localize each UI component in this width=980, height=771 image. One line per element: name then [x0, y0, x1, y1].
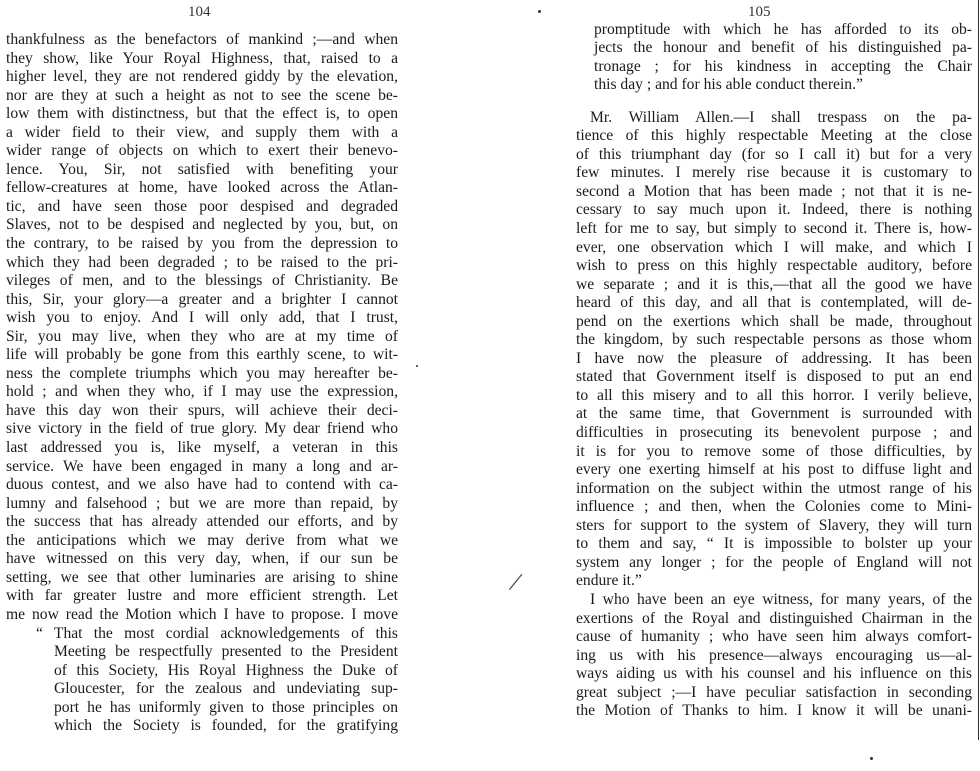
text-line: ness the complete triumphs which you may hereafter be-	[6, 364, 398, 382]
speech-line: difficulties in prosecuting its benevolent purpose ; and	[576, 424, 972, 442]
speech-line: the kingdom, by such respectable persons as those whom	[576, 331, 972, 349]
motion-quote	[6, 625, 398, 736]
speech-line: stated that Government itself is disposed to put an end	[576, 368, 972, 386]
text-line: wish you to enjoy. And I will only add, that I trust,	[6, 309, 398, 327]
page-number-left: 104	[188, 4, 211, 20]
speech-line: few minutes. I merely rise because it is customary to	[576, 164, 972, 182]
text-line: Slaves, not to be despised and neglected by you, but, on	[6, 216, 398, 234]
speech-line: I have now the pleasure of addressing. It has been	[576, 349, 972, 367]
text-line: setting, we see that other luminaries are arising to shine	[6, 568, 398, 586]
ink-speck	[870, 757, 873, 760]
quote-line: this day ; and for his able conduct therein.”	[594, 76, 863, 94]
speech-line: Mr. William Allen.—I shall trespass on the pa-	[590, 108, 972, 126]
motion-quote-continued	[576, 21, 972, 95]
text-line: wider range of objects on which to exert their benevo-	[6, 142, 398, 160]
speech-line: second a Motion that has been made ; not that it is ne-	[576, 182, 972, 200]
gutter-pencil-mark: /	[501, 564, 525, 599]
closing-line: ing us with his presence—always encouraging us—al-	[576, 646, 972, 664]
text-line: they show, like Your Royal Highness, that, raised to a	[6, 49, 398, 67]
text-line: duous contest, and we also have had to contend with ca-	[6, 476, 398, 494]
text-line: vileges of men, and to the blessings of Christianity. Be	[6, 272, 398, 290]
speech-line: endure it.”	[576, 572, 642, 590]
text-line: last addressed you is, like myself, a veteran in this	[6, 439, 398, 457]
text-line: have this day won their spurs, will achieve their deci-	[6, 401, 398, 419]
speech-line: information on the subject within the utmost range of his	[576, 479, 972, 497]
text-line: tic, and have seen those poor despised and degraded	[6, 197, 398, 215]
speech-line: sters for support to the system of Slavery, they will turn	[576, 516, 972, 534]
speech-line: ever, one observation which I will make, and which I	[576, 238, 972, 256]
speech-line: cessary to say much upon it. Indeed, there is nothing	[576, 201, 972, 219]
text-line: have witnessed on this very day, when, if our sun be	[6, 550, 398, 568]
text-line: fellow-creatures at home, have looked across the Atlan-	[6, 179, 398, 197]
quote-line: jects the honour and benefit of his distinguished pa-	[594, 39, 972, 57]
quote-line: “ That the most cordial acknowledgements of this	[36, 624, 398, 642]
ink-speck	[538, 10, 541, 13]
text-line: the anticipations which we may derive from what we	[6, 531, 398, 549]
quote-line: Meeting be respectfully presented to the President	[54, 643, 398, 661]
text-line: this, Sir, your glory—a greater and a brighter I cannot	[6, 290, 398, 308]
right-page-text	[576, 2, 972, 721]
text-line: hold ; and when they who, if I may use the expression,	[6, 383, 398, 401]
text-line: low them with distinctness, but that the effect is, to open	[6, 105, 398, 123]
text-line: life will probably be gone from this earthly scene, to wit-	[6, 346, 398, 364]
speech-line: wish to press on this highly respectable auditory, before	[576, 257, 972, 275]
text-line: service. We have been engaged in many a long and ar-	[6, 457, 398, 475]
speech-line: it is for you to remove some of those difficulties, by	[576, 442, 972, 460]
quote-line: tronage ; for his kindness in accepting the Chair	[594, 57, 972, 75]
text-line: higher level, they are not rendered giddy by the elevation,	[6, 68, 398, 86]
closing-line: cause of humanity ; who have seen him always comfort-	[576, 628, 972, 646]
speech-line: to all this misery and to all this horror. I verily believe,	[576, 386, 972, 404]
quote-line: of this Society, His Royal Highness the Duke of	[54, 661, 398, 679]
speech-line: left for me to say, but simply to second it. There is, how-	[576, 220, 972, 238]
text-line: Sir, you may live, when they who are at my time of	[6, 327, 398, 345]
speech-line: system any longer ; for the people of England will not	[576, 553, 972, 571]
ink-speck	[416, 365, 418, 367]
left-page-text	[6, 31, 398, 736]
text-line: sive victory in the field of true glory. My dear friend who	[6, 420, 398, 438]
speech-line: every one exerting himself at his post to diffuse light and	[576, 461, 972, 479]
text-line: which they had been degraded ; to be raised to the pri-	[6, 253, 398, 271]
closing-line: the Motion of Thanks to him. I know it will be unani-	[576, 702, 972, 720]
text-line: lence. You, Sir, not satisfied with benefiting your	[6, 160, 398, 178]
text-line: nor are they at such a height as not to see the scene be-	[6, 86, 398, 104]
quote-line: port he has uniformly given to those principles on	[54, 698, 398, 716]
text-line: with far greater lustre and more efficient strength. Let	[6, 587, 398, 605]
text-line: lumny and falsehood ; but we are more than repaid, by	[6, 494, 398, 512]
quote-line: promptitude with which he has afforded to its ob-	[594, 20, 972, 38]
closing-paragraph	[576, 591, 972, 721]
closing-line: great subject ;—I have peculiar satisfaction in seconding	[576, 683, 972, 701]
quote-line: Gloucester, for the zealous and undeviating sup-	[54, 680, 398, 698]
right-page	[496, 0, 980, 771]
text-line: the contrary, to be raised by you from the depression to	[6, 235, 398, 253]
speech-line: pend on the exertions which shall be made, throughout	[576, 312, 972, 330]
speech-line: of this triumphant day (for so I call it) but for a very	[576, 145, 972, 163]
page-number-right: 105	[748, 4, 771, 20]
closing-line: I who have been an eye witness, for many years, of the	[590, 590, 972, 608]
text-line: a wider field to their view, and supply them with a	[6, 123, 398, 141]
closing-line: ways aiding us with his counsel and his influence on this	[576, 665, 972, 683]
speech-line: at the same time, that Government is surrounded with	[576, 405, 972, 423]
speech-line: heard of this day, and all that is contemplated, will de-	[576, 294, 972, 312]
speech-line: we separate ; and it is this,—that all the good we have	[576, 275, 972, 293]
quote-line: which the Society is founded, for the gratifying	[54, 717, 398, 735]
speech-line: influence ; and then, when the Colonies come to Mini-	[576, 498, 972, 516]
text-line: me now read the Motion which I have to propose. I move	[6, 605, 398, 623]
speech-line: tience of this highly respectable Meeting at the close	[576, 127, 972, 145]
speech-paragraph	[576, 109, 972, 591]
text-line: the success that has already attended our efforts, and by	[6, 513, 398, 531]
page-edge-rule	[978, 0, 979, 740]
speech-line: to them and say, “ It is impossible to bolster up your	[576, 535, 972, 553]
text-line: thankfulness as the benefactors of mankind ;—and when	[6, 31, 398, 48]
closing-line: exertions of the Royal and distinguished Chairman in the	[576, 609, 972, 627]
